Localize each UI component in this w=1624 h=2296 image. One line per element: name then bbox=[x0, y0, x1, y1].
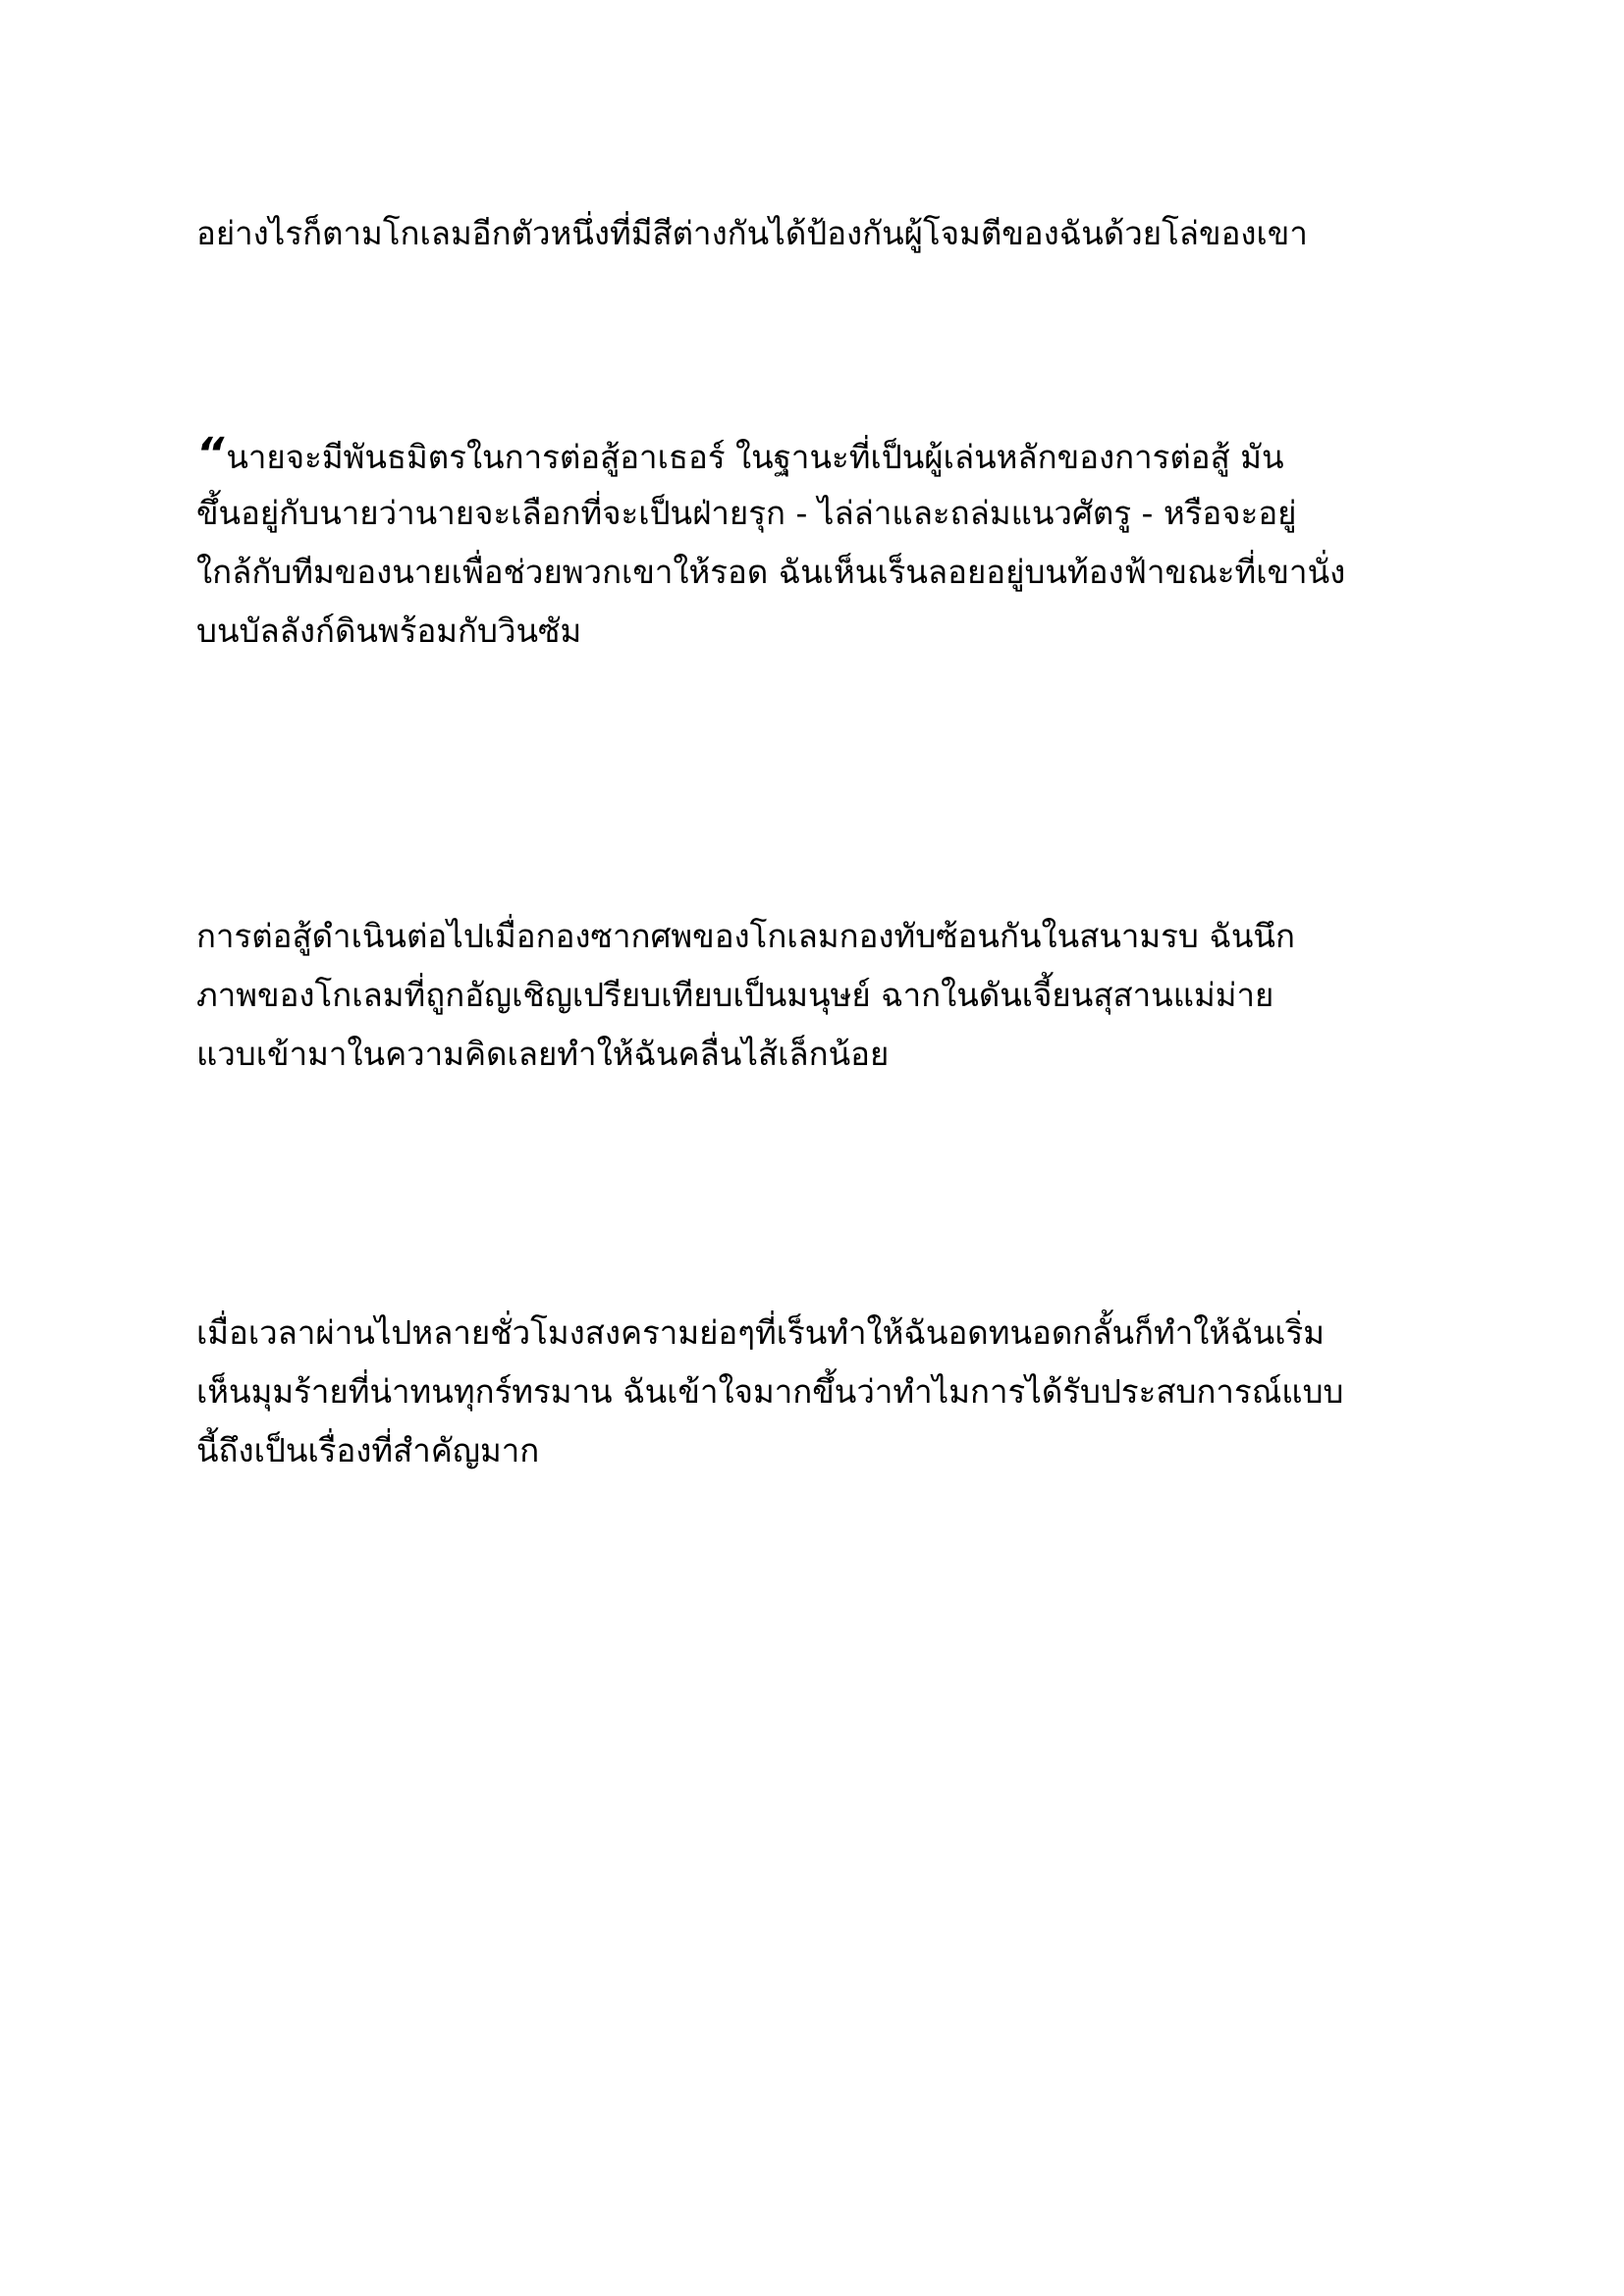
paragraph-line: บนบัลลังก์ดินพร้อมกับวินซัม bbox=[196, 612, 582, 650]
paragraph-line: แวบเข้ามาในความคิดเลยทำให้ฉันคลื่นไส้เล็กน้อย bbox=[196, 1035, 890, 1073]
paragraph-line-text: นายจะมีพันธมิตรในการต่อสู้อาเธอร์ ในฐานะที่เป็นผู้เล่นหลักของการต่อสู้ มัน bbox=[226, 438, 1284, 476]
paragraph-line: นี้ถึงเป็นเรื่องที่สำคัญมาก bbox=[196, 1431, 540, 1469]
paragraph-line: เมื่อเวลาผ่านไปหลายชั่วโมงสงครามย่อๆที่เร็นทำให้ฉันอดทนอดกลั้นก็ทำให้ฉันเริ่ม bbox=[196, 1313, 1325, 1352]
paragraph-3 bbox=[196, 907, 1463, 1084]
paragraph-line: อย่างไรก็ตามโกเลมอีกตัวหนึ่งที่มีสีต่างกันได้ป้องกันผู้โจมตีของฉันด้วยโล่ของเขา bbox=[196, 214, 1308, 252]
paragraph-line: ภาพของโกเลมที่ถูกอัญเชิญเปรียบเทียบเป็นมนุษย์ ฉากในดันเจี้ยนสุสานแม่ม่าย bbox=[196, 976, 1274, 1014]
paragraph-2 bbox=[196, 425, 1463, 661]
paragraph-line: ขึ้นอยู่กับนายว่านายจะเลือกที่จะเป็นฝ่ายรุก - ไล่ล่าและถล่มแนวศัตรู - หรือจะอยู่ bbox=[196, 494, 1297, 532]
paragraph-line: ใกล้กับทีมของนายเพื่อช่วยพวกเขาให้รอด ฉันเห็นเร็นลอยอยู่บนท้องฟ้าขณะที่เขานั่ง bbox=[196, 553, 1346, 591]
paragraph-line: เห็นมุมร้ายที่น่าทนทุกร์ทรมาน ฉันเข้าใจมากขึ้นว่าทำไมการได้รับประสบการณ์แบบ bbox=[196, 1372, 1344, 1411]
paragraph-line: การต่อสู้ดำเนินต่อไปเมื่อกองซากศพของโกเลมกองทับซ้อนกันในสนามรบ ฉันนึก bbox=[196, 917, 1295, 955]
paragraph-4 bbox=[196, 1304, 1463, 1480]
opening-quote-mark: “ bbox=[196, 429, 225, 479]
paragraph-line bbox=[196, 425, 1463, 484]
paragraph-1 bbox=[196, 204, 1463, 263]
